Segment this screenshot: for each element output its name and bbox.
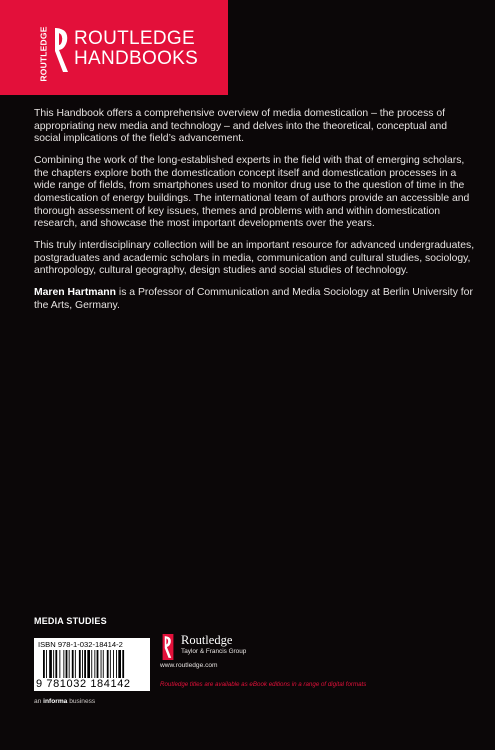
subject-category: MEDIA STUDIES [34,616,107,626]
series-title-line2: HANDBOOKS [74,48,199,69]
informa-line: an informa business [34,698,96,705]
publisher-name: Routledge [181,633,233,647]
ebook-note: Routledge titles are available as eBook editions in a range of digital formats [160,681,367,688]
series-banner [0,0,228,95]
isbn-label: ISBN 978-1-032-18414-2 [38,640,123,649]
routledge-r-icon [160,634,176,660]
description-paragraph: This truly interdisciplinary collection will be an important resource for advanced undergraduates, postgraduates and academic scholars in media, communication and cultural studies, sociology, anthropology, cultural geography, design studies and social studies of technology. [34,240,475,277]
description-paragraph: This Handbook offers a comprehensive overview of media domestication – the process of appropriating new media and technology – and delves into the theoretical, conceptual and social implications of the field’s advancement. [34,108,448,145]
informa-brand: informa [43,698,68,705]
author-bio-text: is a Professor of Communication and Media Sociology at Berlin University for the Arts, Germany. [34,287,473,311]
vertical-logo: ROUTLEDGE [39,26,50,82]
publisher-url: www.routledge.com [160,662,218,669]
author-bio [34,287,476,312]
back-cover-text [34,108,476,322]
barcode-icon [43,650,143,678]
author-name: Maren Hartmann [34,287,116,299]
series-title [74,29,198,69]
barcode-digits: 9 781032 184142 [36,678,131,690]
barcode-box [34,638,150,691]
description-paragraph: Combining the work of the long-established experts in the field with that of emerging scholars, the chapters explore both the domestication concept itself and domestication processes in a wide range of fields, from smartphones used to monitor drug use to the question of time in the domestication of energy buildings. The international team of authors provide an accessible and thorough assessment of key issues, themes and problems with and within domestication research, and showcase the most important developments over the years. [34,155,470,230]
publisher-group: Taylor & Francis Group [181,648,247,655]
series-title-line1: ROUTLEDGE [74,28,195,49]
routledge-r-icon [52,26,72,74]
